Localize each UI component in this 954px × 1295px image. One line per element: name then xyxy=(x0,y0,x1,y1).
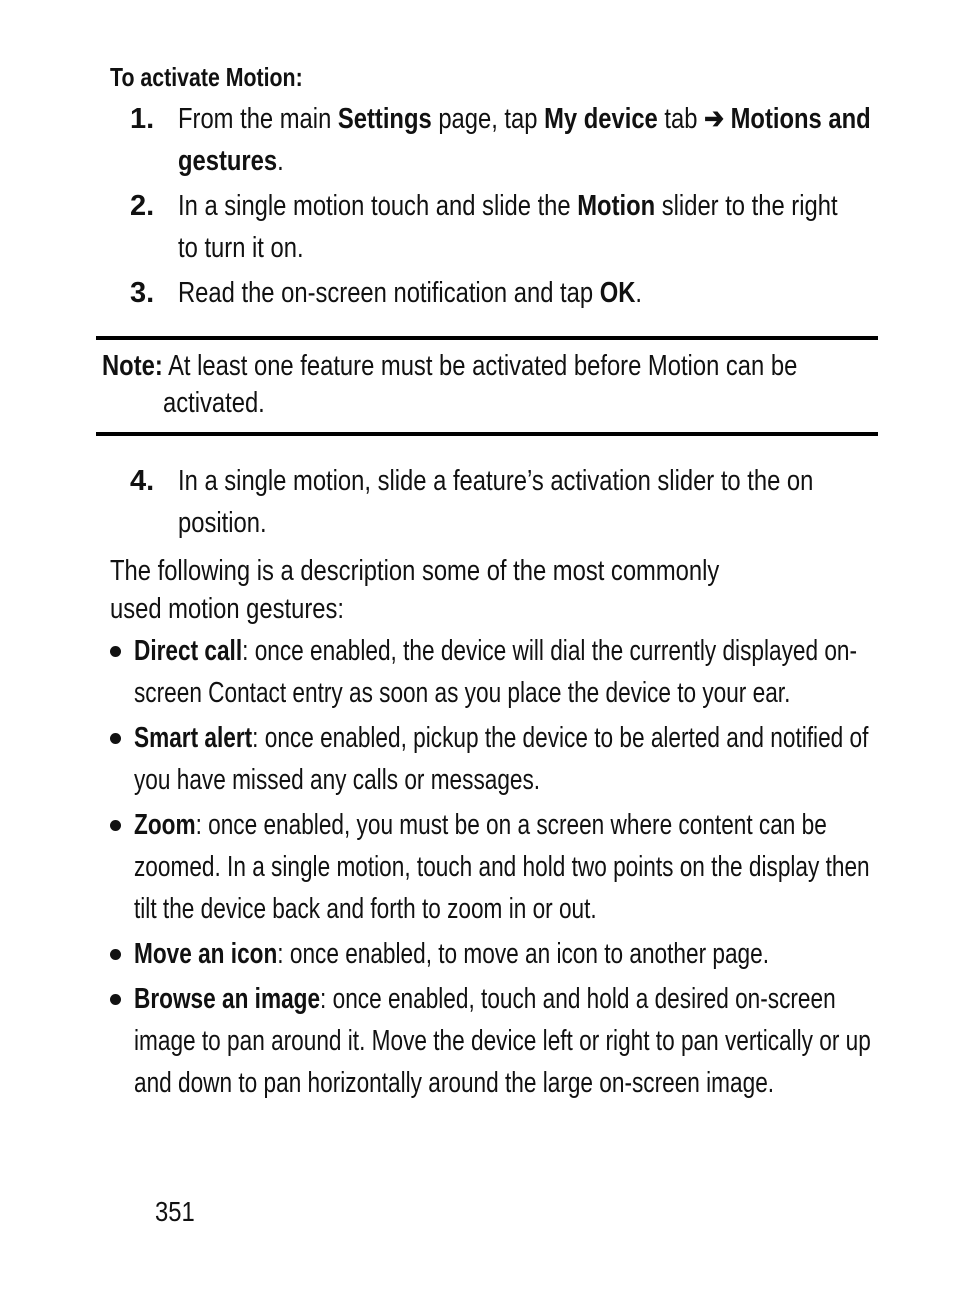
bullet-term: Browse an image xyxy=(134,983,321,1015)
step-number: 4. xyxy=(130,465,155,497)
gestures-description: The following is a description some of the most commonly used motion gestures: xyxy=(110,555,720,625)
step-text: In a single motion touch and slide the Motion slider to the right to turn it on. xyxy=(178,190,838,264)
note-text: At least one feature must be activated before Motion can be xyxy=(162,350,798,382)
note-label: Note: xyxy=(102,350,163,382)
bullet-icon xyxy=(110,820,121,831)
step-text: Read the on-screen notification and tap OK. xyxy=(178,277,643,309)
motion-term: Motion xyxy=(577,190,656,222)
step-text: From the main Settings page, tap My device tab ➔ Motions and gestures. xyxy=(178,103,871,177)
bullet-term: Smart alert xyxy=(134,722,253,754)
my-device-term: My device xyxy=(544,103,658,135)
bullet-icon xyxy=(110,646,121,657)
ok-term: OK xyxy=(599,277,636,309)
bullet-icon xyxy=(110,994,121,1005)
bullet-term: Direct call xyxy=(134,635,243,667)
bullet-term: Move an icon xyxy=(134,938,278,970)
step-number: 2. xyxy=(130,190,155,222)
section-heading-text: To activate Motion: xyxy=(110,62,303,92)
note-top-rule xyxy=(96,336,878,340)
bullet-icon xyxy=(110,949,121,960)
arrow-right-icon: ➔ xyxy=(704,103,725,135)
bullet-icon xyxy=(110,733,121,744)
step-number: 3. xyxy=(130,277,155,309)
note-box: Note: At least one feature must be activated before Motion can be activated. xyxy=(102,350,798,419)
step-number: 1. xyxy=(130,103,155,135)
section-heading xyxy=(110,62,345,92)
manual-page: To activate Motion: 1. From the main Settings page, tap My device tab ➔ Motions and gestures. 2. In a single motion touch and slide the Motion slider to the right to turn it on. 3. Read the on-screen notification and tap OK. Note: At least one feature must be activated before Motion can be activated. 4. In a single motion, slide a feature’s activation slider to the on position. The following is a description some of the most commonly used motion gestures: Direct call: once enabled, the device will dial the currently displayed on- screen Contact entry as soon as you place the device to your ear. Smart alert: once enabled, pickup the device to be alerted and notified of you have missed any calls or messages. Zoom: once enabled, you must be on a screen where content can be zoomed. In a single motion, touch and hold two points on the display then tilt the device back and forth to zoom in or out. Move an icon: once enabled, to move an icon to another page. Browse an image: once enabled, touch and hold a desired on-screen image to pan around it. Move the device left or right to pan vertically or up and down to pan horizontally around the large on-screen image. 351 xyxy=(0,0,954,1295)
settings-term: Settings xyxy=(337,103,432,135)
bullet-term: Zoom xyxy=(134,809,196,841)
page-number: 351 xyxy=(155,1196,195,1227)
note-bottom-rule xyxy=(96,432,878,436)
motions-and-gestures-term: Motions and xyxy=(730,103,871,135)
step-text: In a single motion, slide a feature’s activation slider to the on position. xyxy=(178,465,814,539)
